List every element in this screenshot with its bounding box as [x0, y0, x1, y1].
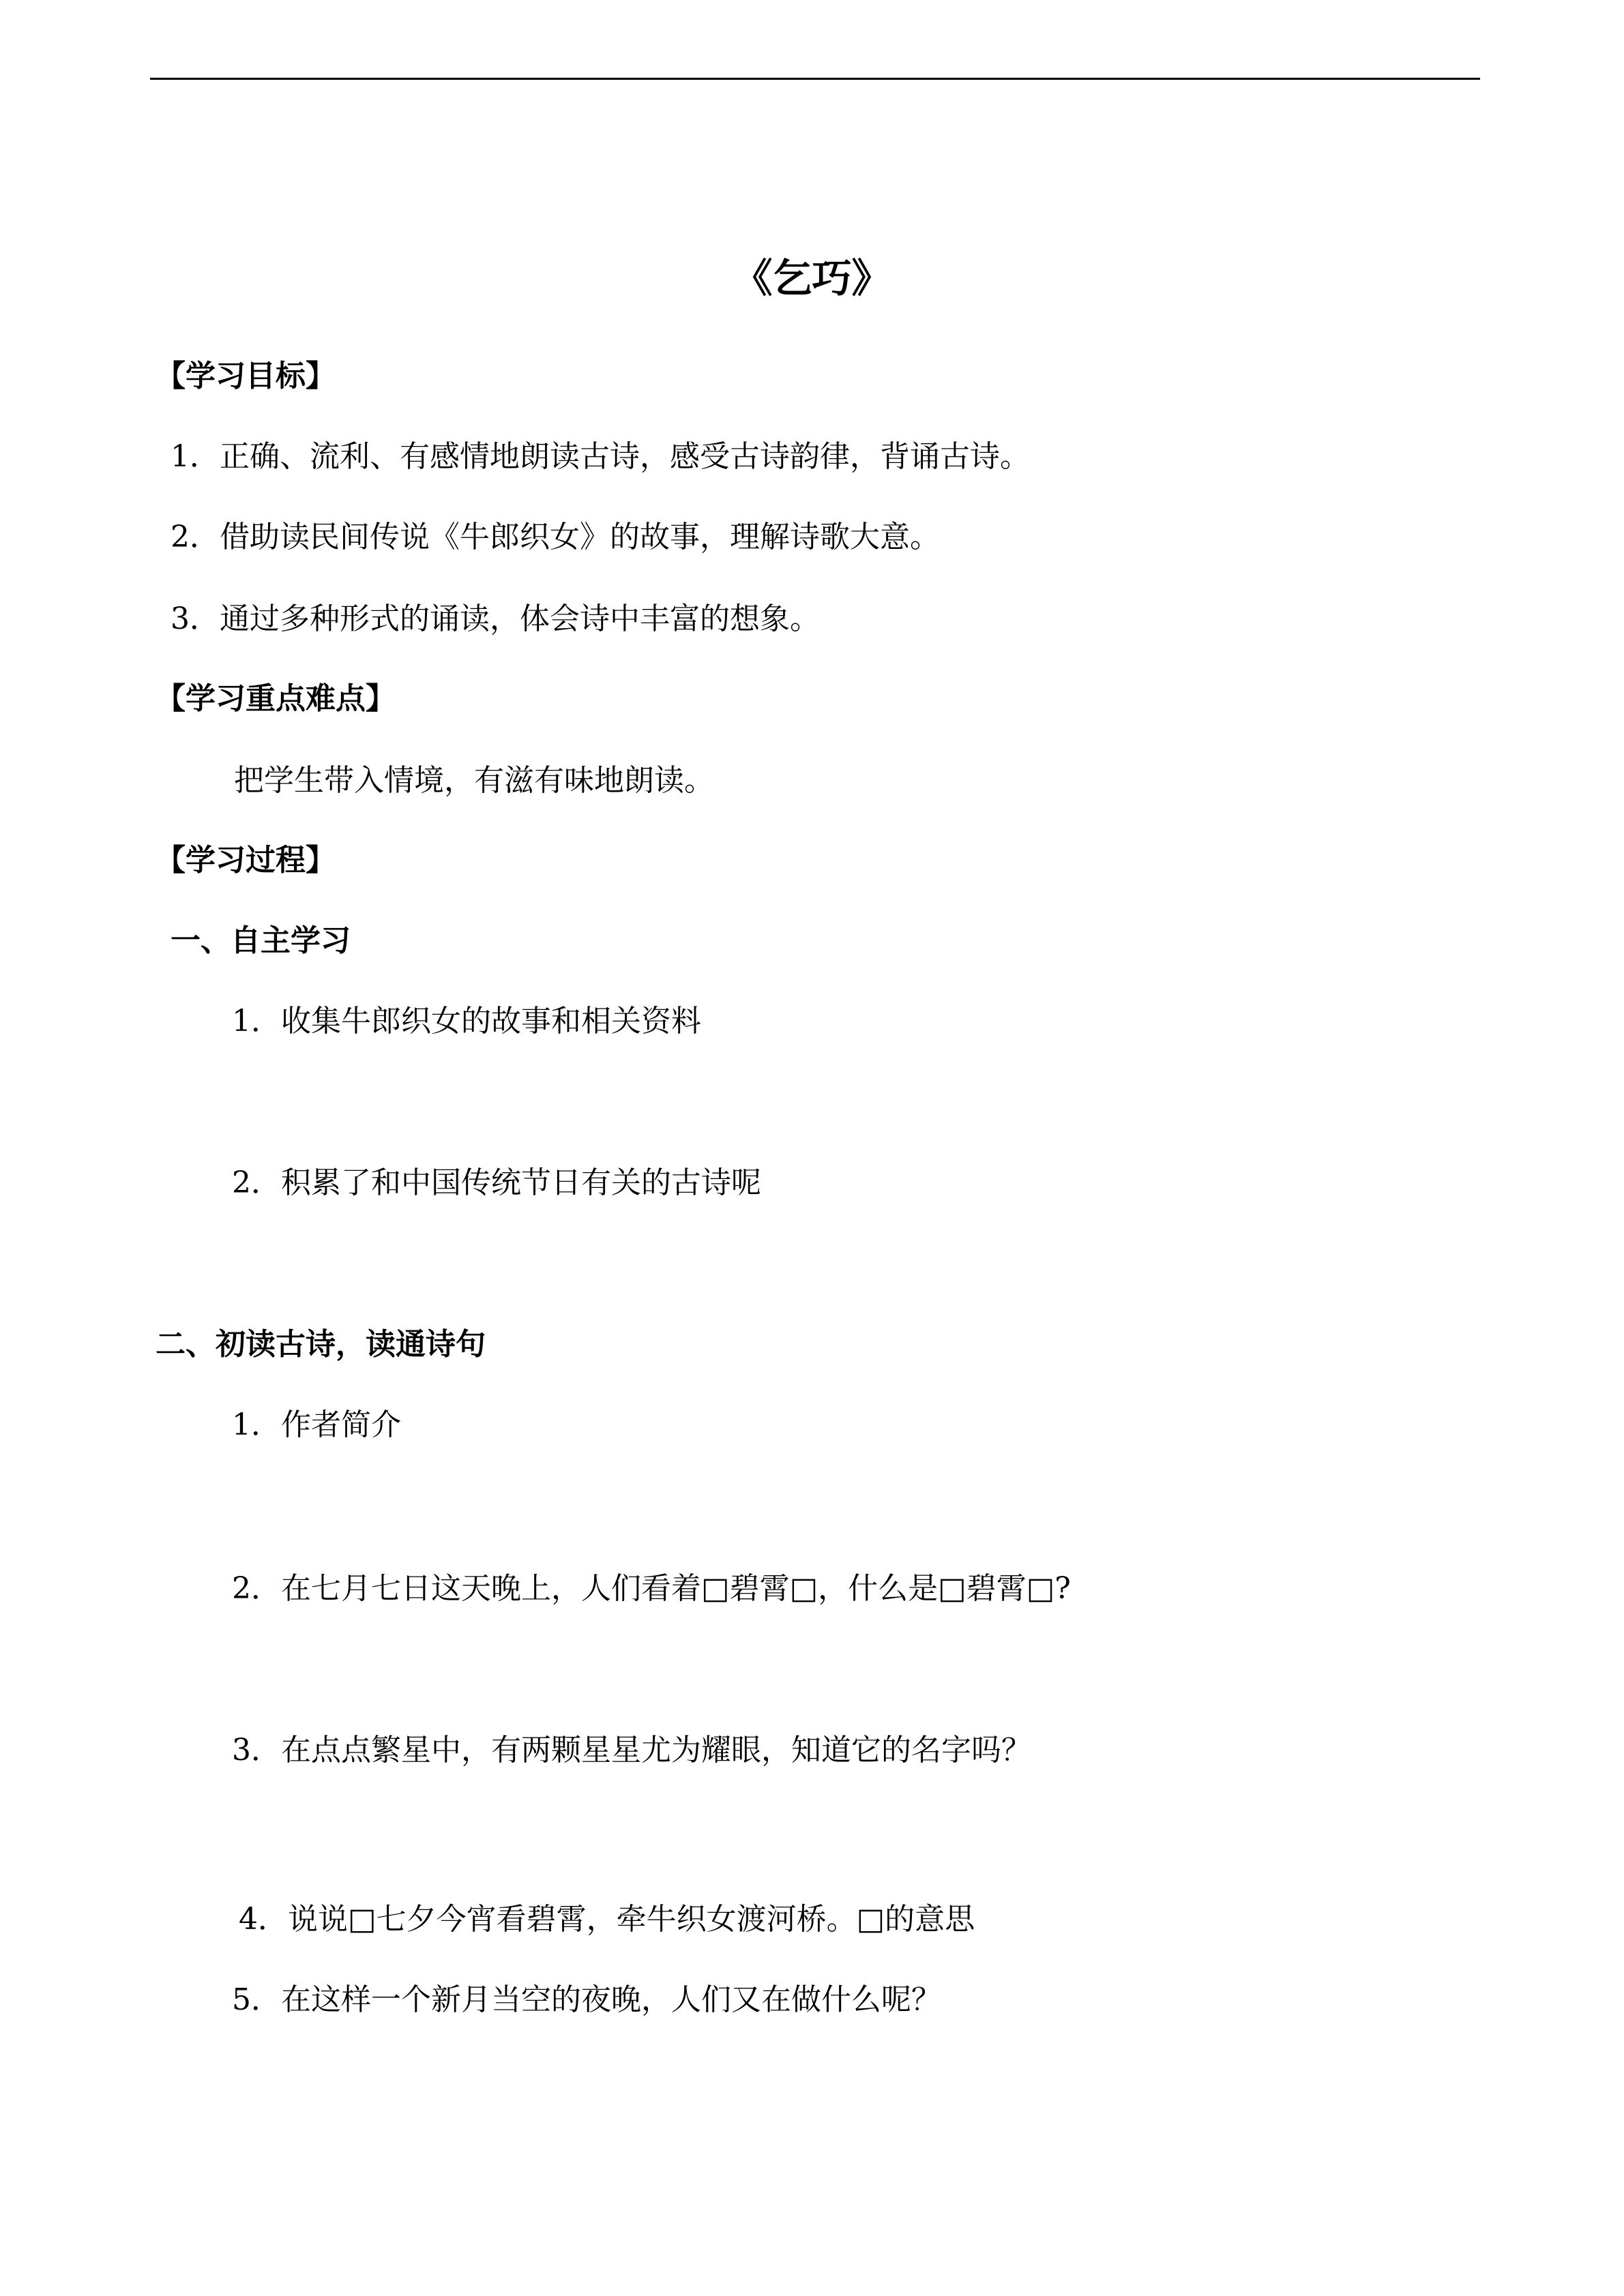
- objective-item-1: 1．正确、流利、有感情地朗读古诗，感受古诗韵律，背诵古诗。: [171, 439, 1030, 474]
- section2-item-3: 3．在点点繁星中，有两颗星星尤为耀眼，知道它的名字吗？: [232, 1733, 1031, 1768]
- section2-heading: 二、初读古诗，读通诗句: [156, 1327, 486, 1362]
- section1-item-1: 1．收集牛郎织女的故事和相关资料: [232, 1004, 701, 1039]
- section2-item-1: 1．作者简介: [232, 1407, 401, 1442]
- key-points-heading: 【学习重点难点】: [156, 681, 396, 716]
- objective-item-3: 3．通过多种形式的诵读，体会诗中丰富的想象。: [171, 601, 820, 636]
- section2-item-5: 5．在这样一个新月当空的夜晚，人们又在做什么呢？: [232, 1982, 941, 2017]
- section2-item-2: 2．在七月七日这天晚上，人们看着□碧霄□，什么是□碧霄□?: [232, 1571, 1071, 1606]
- section1-item-2: 2．积累了和中国传统节日有关的古诗呢: [232, 1165, 761, 1200]
- objective-item-2: 2．借助读民间传说《牛郎织女》的故事，理解诗歌大意。: [171, 520, 940, 554]
- process-heading: 【学习过程】: [156, 843, 336, 878]
- section2-item-4: 4．说说□七夕今宵看碧霄，牵牛织女渡河桥。□的意思: [239, 1902, 975, 1937]
- key-points-text: 把学生带入情境，有滋有味地朗读。: [234, 763, 714, 798]
- header-rule: [150, 78, 1480, 80]
- document-title: 《乞巧》: [733, 255, 891, 301]
- objectives-heading: 【学习目标】: [156, 359, 336, 393]
- section1-heading: 一、自主学习: [171, 923, 351, 958]
